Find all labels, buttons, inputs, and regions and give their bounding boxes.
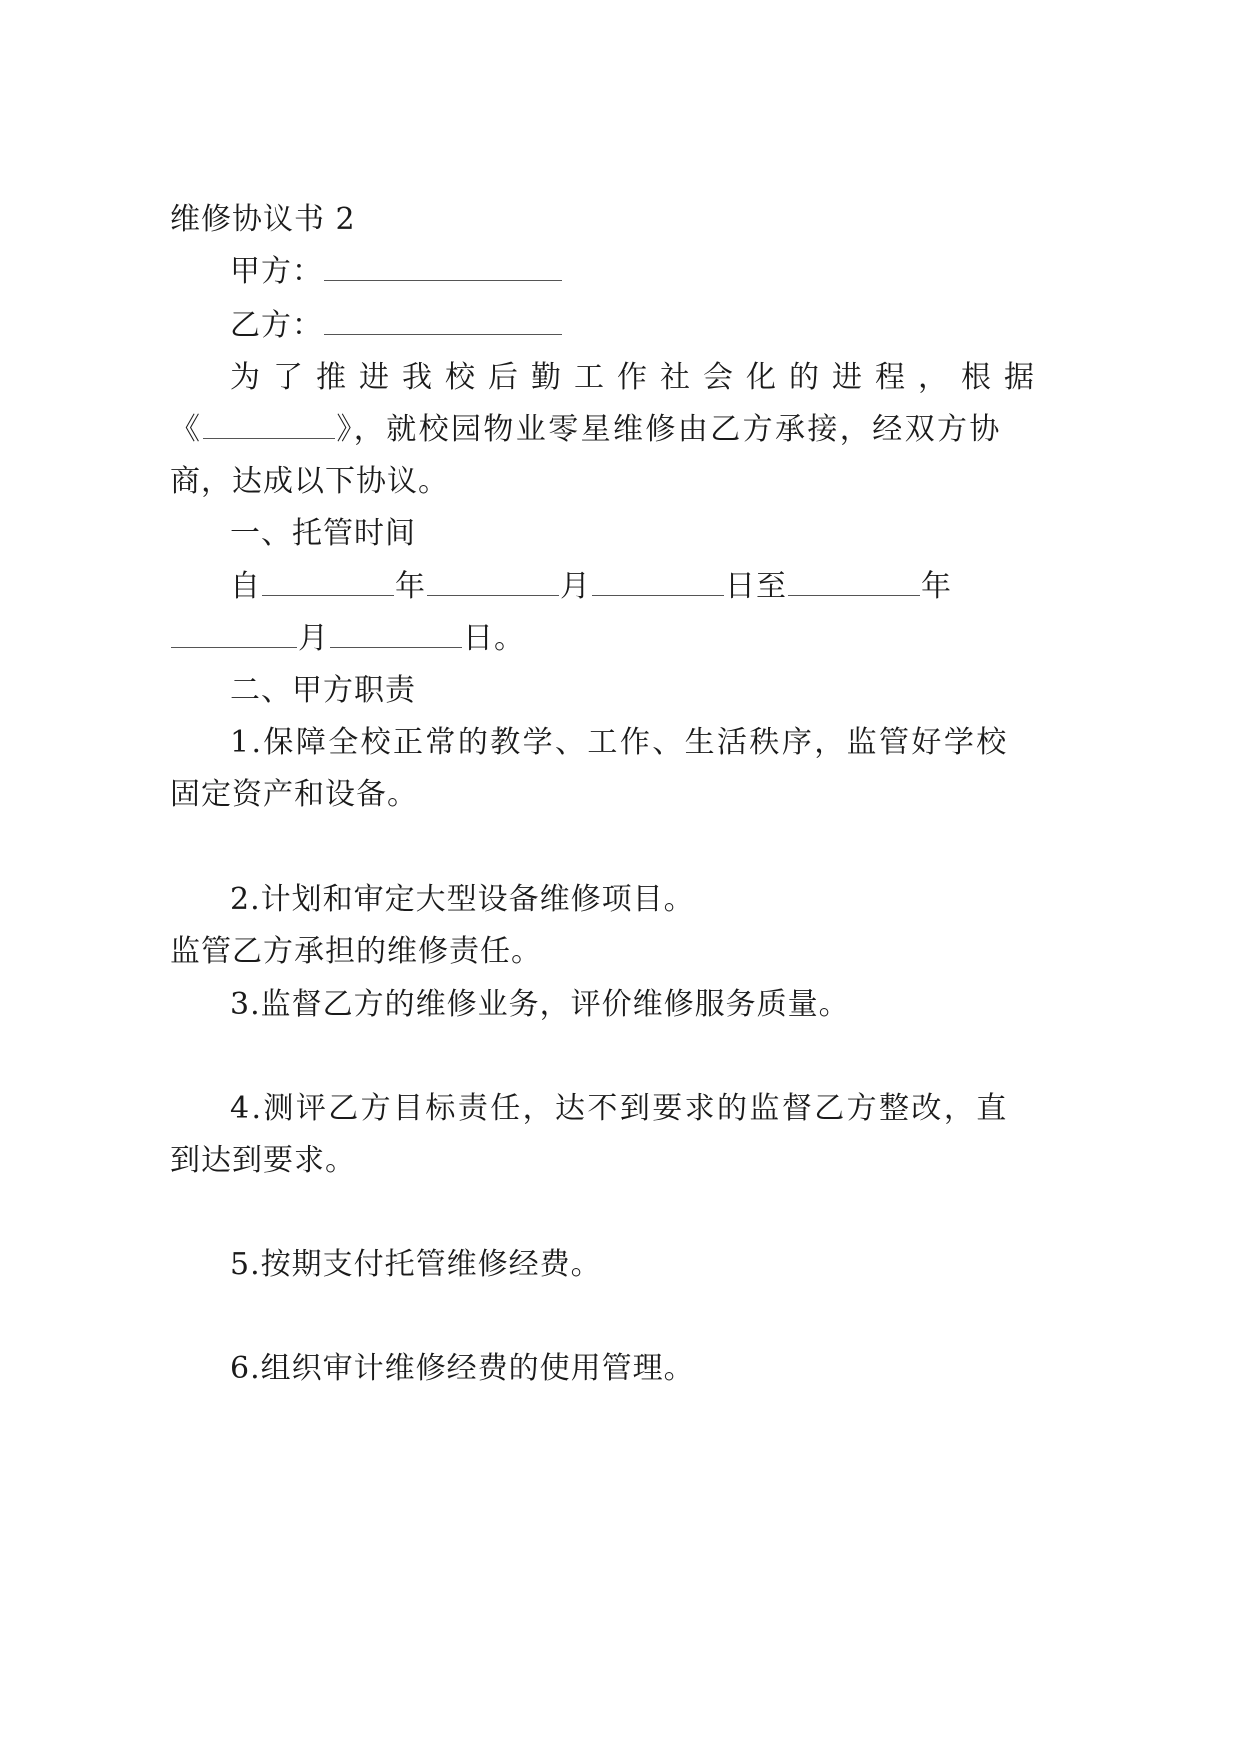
item-1-line-1: 1.保障全校正常的教学、工作、生活秩序，监管好学校 [230, 725, 1009, 760]
date-day-to-text: 日至 [725, 569, 787, 604]
date-month2-text: 月 [298, 621, 329, 656]
party-b-line [230, 306, 563, 346]
date-year2-text: 年 [921, 569, 952, 604]
section-1-heading: 一、托管时间 [230, 516, 416, 551]
date-from-text: 自 [230, 569, 261, 604]
date-year-text: 年 [395, 569, 426, 604]
start-year-blank [262, 569, 394, 596]
item-4-line-1: 4.测评乙方目标责任，达不到要求的监督乙方整改，直 [230, 1091, 1009, 1126]
section-2-heading: 二、甲方职责 [230, 673, 416, 708]
end-month-blank [171, 621, 297, 648]
agreement-name-blank [203, 412, 335, 439]
party-a-label: 甲方： [230, 254, 323, 289]
end-day-blank [330, 621, 462, 648]
date-range-line-1 [230, 567, 952, 607]
item-5: 5.按期支付托管维修经费。 [230, 1247, 602, 1282]
party-b-blank [324, 308, 562, 335]
agreement-bracket-open: 《 [170, 412, 203, 447]
party-b-label: 乙方： [230, 308, 323, 343]
party-a-blank [324, 254, 562, 281]
item-2-line-2: 监管乙方承担的维修责任。 [170, 934, 542, 969]
document-title: 维修协议书 2 [170, 202, 356, 237]
intro-line-2 [170, 410, 1002, 450]
item-4-line-2: 到达到要求。 [170, 1143, 356, 1178]
item-2-line-1: 2.计划和审定大型设备维修项目。 [230, 882, 695, 917]
start-month-blank [427, 569, 559, 596]
date-day-end-text: 日。 [463, 621, 525, 656]
intro-line-2-text: 》，就校园物业零星维修由乙方承接，经双方协 [336, 412, 1002, 447]
item-3: 3.监督乙方的维修业务，评价维修服务质量。 [230, 987, 850, 1022]
item-6: 6.组织审计维修经费的使用管理。 [230, 1351, 695, 1386]
intro-line-3: 商，达成以下协议。 [170, 464, 449, 499]
date-range-line-2 [170, 619, 525, 659]
party-a-line [230, 252, 563, 292]
start-day-blank [592, 569, 724, 596]
intro-line-1: 为了推进我校后勤工作社会化的进程，根据 [230, 360, 1047, 395]
date-month-text: 月 [560, 569, 591, 604]
item-1-line-2: 固定资产和设备。 [170, 777, 418, 812]
end-year-blank [788, 569, 920, 596]
